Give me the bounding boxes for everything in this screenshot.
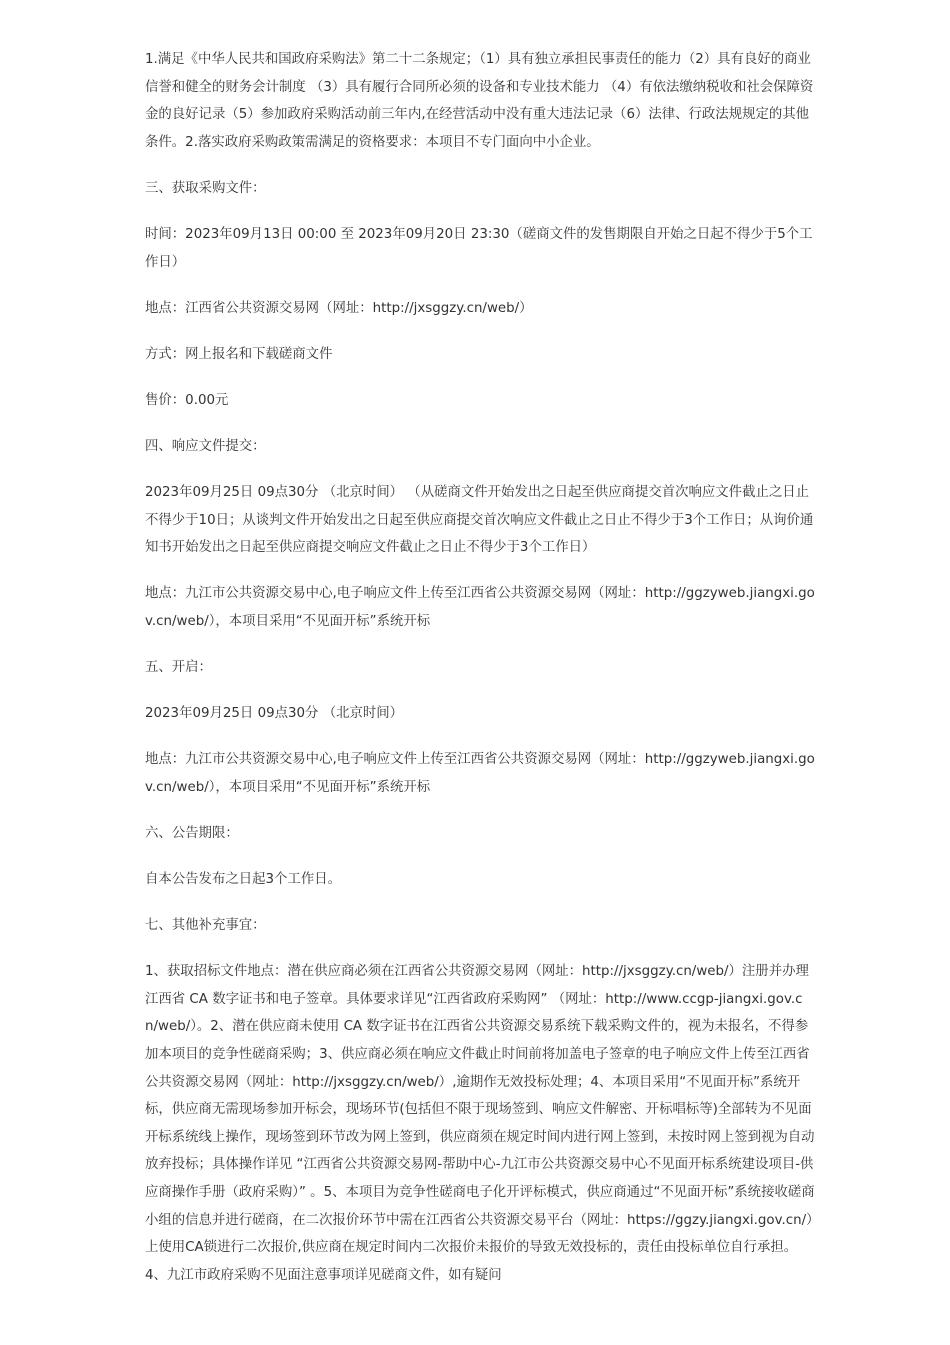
qualification-text: 1.满足《中华人民共和国政府采购法》第二十二条规定；（1）具有独立承担民事责任的能力（2）具有良好的商业信誉和健全的财务会计制度 （3）具有履行合同所必须的设备和专业技术能力 （4）有依法缴纳税收和社会保障资金的良好记录（5）参加政府采购活动前三年内,在经营活动中没有重大违法记录（6）法律、行政法规规定的其他条件。2.落实政府采购政策需满足的资格要求：本项目不专门面向中小企业。 <box>145 52 814 150</box>
document-acquisition-method: 方式：网上报名和下载磋商文件 <box>145 346 333 362</box>
document-price: 售价：0.00元 <box>145 392 229 408</box>
response-submission-deadline: 2023年09月25日 09点30分 （北京时间） （从磋商文件开始发出之日起至供应商提交首次响应文件截止之日止不得少于10日；从谈判文件开始发出之日起至供应商提交首次响应文件截止之日止不得少于3个工作日；从询价通知书开始发出之日起至供应商提交响应文件截止之日止不得少于3个工作日） <box>145 485 814 556</box>
opening-location: 地点：九江市公共资源交易中心,电子响应文件上传至江西省公共资源交易网（网址：http://ggzyweb.jiangxi.gov.cn/web/），本项目采用“不见面开标”系统开标 <box>145 752 815 795</box>
section-heading-opening: 五、开启： <box>145 660 212 675</box>
document-acquisition-time: 时间：2023年09月13日 00:00 至 2023年09月20日 23:30（磋商文件的发售期限自开始之日起不得少于5个工作日） <box>145 226 813 270</box>
section-heading-response-submission: 四、响应文件提交： <box>145 438 266 454</box>
opening-time: 2023年09月25日 09点30分 （北京时间） <box>145 706 404 722</box>
section-heading-other-matters: 七、其他补充事宜： <box>145 918 266 934</box>
response-submission-location: 地点：九江市公共资源交易中心,电子响应文件上传至江西省公共资源交易网（网址：http://ggzyweb.jiangxi.gov.cn/web/），本项目采用“不见面开标”系统开标 <box>145 586 815 629</box>
announcement-body <box>145 46 815 1308</box>
announcement-period-text: 自本公告发布之日起3个工作日。 <box>145 871 341 887</box>
document-acquisition-location: 地点：江西省公共资源交易网（网址：http://jxsggzy.cn/web/） <box>145 300 533 316</box>
other-matters-text: 1、获取招标文件地点：潜在供应商必须在江西省公共资源交易网（网址：http://jxsggzy.cn/web/）注册并办理江西省 CA 数字证书和电子签章。具体要求详见“江西省政府采购网” （网址：http://www.ccgp-jiangxi.gov.cn/web/）。2、潜在供应商未使用 CA 数字证书在江西省公共资源交易系统下载采购文件的，视为未报名，不得参加本项目的竞争性磋商采购；3、供应商必须在响应文件截止时间前将加盖电子签章的电子响应文件上传至江西省公共资源交易网（网址：http://jxsggzy.cn/web/）,逾期作无效投标处理；4、本项目采用“不见面开标”系统开标，供应商无需现场参加开标会，现场环节(包括但不限于现场签到、响应文件解密、开标唱标等)全部转为不见面开标系统线上操作，现场签到环节改为网上签到，供应商须在规定时间内进行网上签到，未按时网上签到视为自动放弃投标；具体操作详见 “江西省公共资源交易网-帮助中心-九江市公共资源交易中心不见面开标系统建设项目-供应商操作手册（政府采购）” 。5、本项目为竞争性磋商电子化开评标模式，供应商通过“不见面开标”系统接收磋商小组的信息并进行磋商，在二次报价环节中需在江西省公共资源交易平台（网址：https://ggzy.jiangxi.gov.cn/）上使用CA锁进行二次报价,供应商在规定时间内二次报价未报价的导致无效投标的，责任由投标单位自行承担。4、九江市政府采购不见面注意事项详见磋商文件，如有疑问 <box>145 964 815 1283</box>
section-heading-get-documents: 三、获取采购文件： <box>145 180 266 196</box>
section-heading-announcement-period: 六、公告期限： <box>145 825 239 841</box>
